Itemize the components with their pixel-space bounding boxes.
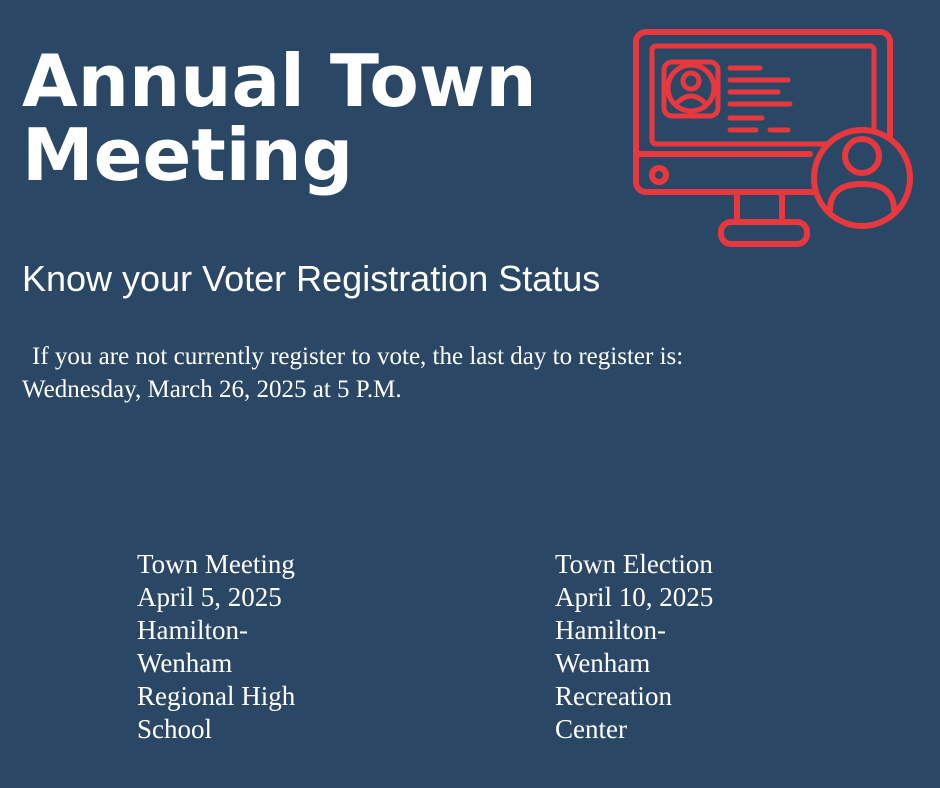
town-election-info bbox=[555, 548, 785, 746]
title-line-2: Meeting bbox=[22, 113, 354, 197]
event-location-line: Wenham bbox=[137, 648, 233, 678]
event-location-line: Regional High bbox=[137, 681, 296, 711]
event-location-line: Hamilton- bbox=[555, 615, 666, 645]
event-location-line: Wenham bbox=[555, 648, 651, 678]
event-location-line: Center bbox=[555, 714, 627, 744]
event-name: Town Meeting bbox=[137, 549, 295, 579]
event-name: Town Election bbox=[555, 549, 713, 579]
event-location-line: Hamilton- bbox=[137, 615, 248, 645]
deadline-line-1: If you are not currently register to vote, the last day to register is: bbox=[32, 343, 684, 370]
page-title bbox=[22, 39, 537, 197]
event-location-line: Recreation bbox=[555, 681, 672, 711]
registration-deadline bbox=[22, 340, 683, 406]
computer-monitor-user-icon bbox=[630, 26, 920, 254]
title-line-1: Annual Town bbox=[22, 39, 537, 123]
event-date: April 5, 2025 bbox=[137, 582, 282, 612]
event-date: April 10, 2025 bbox=[555, 582, 714, 612]
event-location-line: School bbox=[137, 714, 213, 744]
subtitle: Know your Voter Registration Status bbox=[22, 258, 601, 299]
town-meeting-info bbox=[137, 548, 367, 746]
deadline-line-2: Wednesday, March 26, 2025 at 5 P.M. bbox=[22, 376, 402, 403]
